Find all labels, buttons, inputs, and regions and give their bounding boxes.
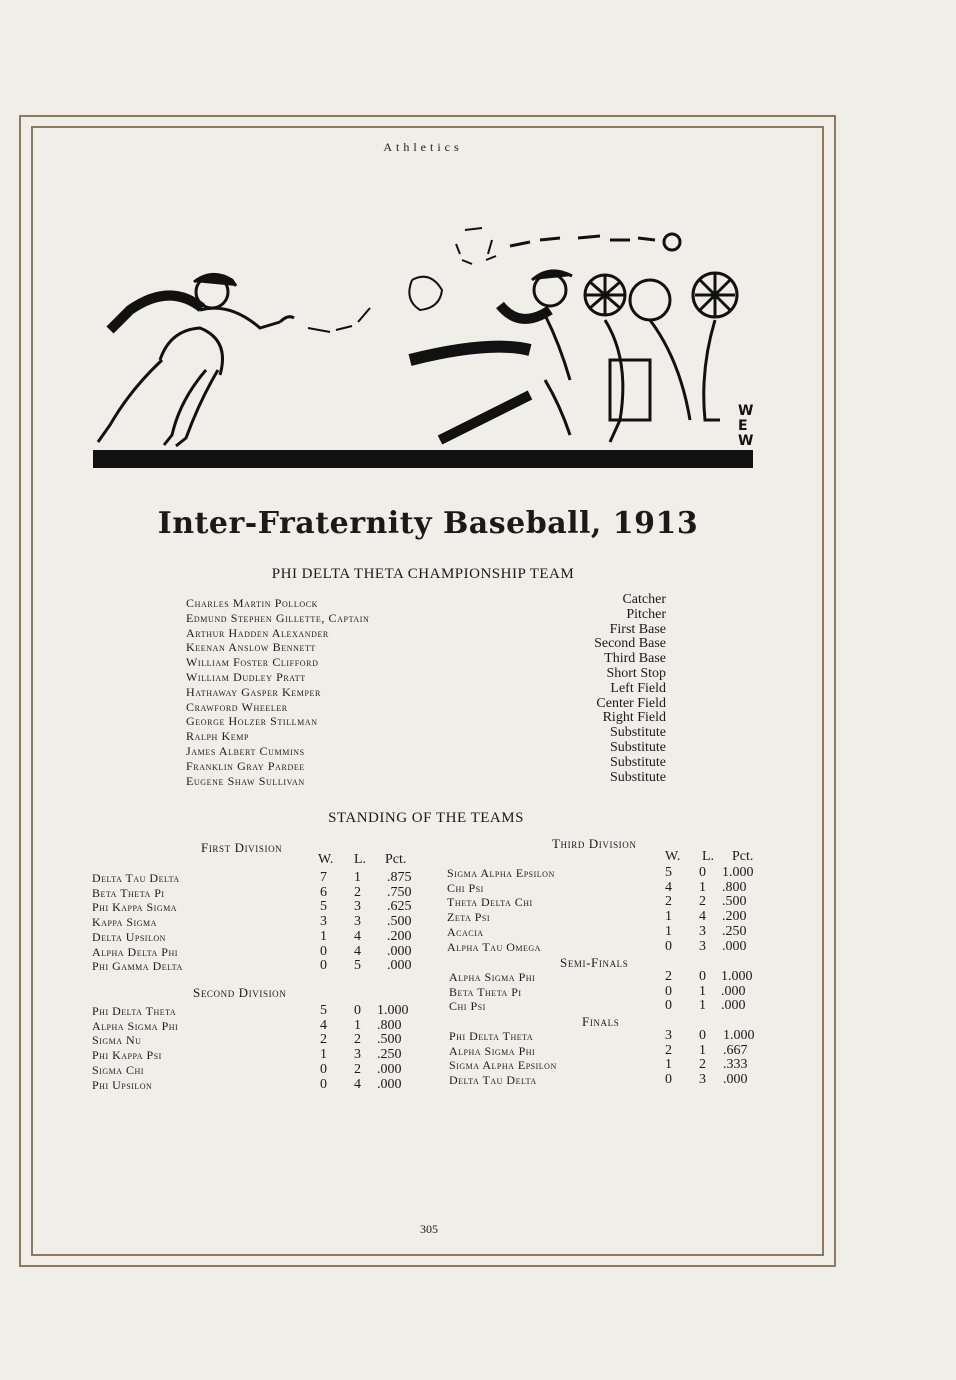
losses: 1 <box>699 1042 706 1058</box>
percentage: .667 <box>723 1042 748 1058</box>
losses: 2 <box>354 1032 361 1048</box>
player-name: Arthur Hadden Alexander <box>186 625 329 640</box>
team-name: Delta Tau Delta <box>449 1073 537 1088</box>
losses: 0 <box>699 865 706 880</box>
losses: 5 <box>354 958 361 974</box>
player-position: Second Base <box>594 636 666 652</box>
batter-figure <box>410 271 572 440</box>
player-position: Catcher <box>622 592 666 607</box>
player-name: James Albert Cummins <box>186 743 305 758</box>
percentage: .000 <box>721 983 746 999</box>
standing-row <box>92 959 427 974</box>
standing-row <box>449 970 761 985</box>
team-name: Beta Theta Pi <box>92 885 165 900</box>
wins: 5 <box>320 1003 327 1018</box>
player-name: Franklin Gray Pardee <box>186 758 305 773</box>
team-name: Acacia <box>447 924 484 939</box>
standing-row <box>92 945 427 960</box>
team-name: Phi Gamma Delta <box>92 959 183 974</box>
player-name: George Holzer Stillman <box>186 714 318 729</box>
losses: 3 <box>699 923 706 939</box>
percentage: 1.000 <box>723 1028 755 1043</box>
losses-header: L. <box>702 849 715 864</box>
wins: 2 <box>665 1042 672 1058</box>
losses: 1 <box>699 983 706 999</box>
baseball-cartoon-illustration <box>90 210 755 475</box>
percentage: 1.000 <box>721 969 753 984</box>
svg-text:W: W <box>738 433 754 449</box>
losses: 3 <box>354 1047 361 1063</box>
wins: 3 <box>665 1028 672 1043</box>
team-name: Zeta Psi <box>447 910 491 925</box>
player-position: Left Field <box>610 680 666 696</box>
percentage: .333 <box>723 1057 748 1073</box>
wins-header: W. <box>665 849 681 864</box>
standing-row <box>92 1048 417 1063</box>
losses: 0 <box>699 1028 706 1043</box>
losses: 4 <box>354 943 361 959</box>
percentage: .000 <box>377 1061 402 1077</box>
page-title: Inter-Fraternity Baseball, 1913 <box>157 506 699 541</box>
losses-header: L. <box>354 852 367 867</box>
wins: 0 <box>320 1061 327 1077</box>
losses: 0 <box>354 1003 361 1018</box>
roster-row <box>186 754 666 774</box>
first-division-heading: First Division <box>201 840 283 855</box>
roster-row <box>186 695 666 715</box>
percentage: .200 <box>387 928 412 944</box>
losses: 4 <box>699 909 706 925</box>
roster-row <box>186 710 666 729</box>
team-name: Phi Delta Theta <box>449 1029 534 1043</box>
player-position: Substitute <box>609 754 666 770</box>
standing-row <box>92 930 427 945</box>
standing-row <box>449 1058 763 1073</box>
wins: 5 <box>320 899 327 915</box>
losses: 4 <box>354 1076 361 1092</box>
percentage: .000 <box>722 938 747 954</box>
wins: 0 <box>320 958 327 974</box>
roster-row <box>186 636 666 655</box>
team-name: Delta Upsilon <box>92 929 166 944</box>
player-name: Crawford Wheeler <box>186 699 288 714</box>
artist-monogram <box>738 403 753 449</box>
losses: 3 <box>699 938 706 954</box>
player-name: Eugene Shaw Sullivan <box>186 773 305 788</box>
team-name: Phi Delta Theta <box>92 1004 177 1018</box>
standing-row <box>447 881 762 896</box>
percentage: .000 <box>723 1072 748 1088</box>
percentage: .750 <box>387 884 412 900</box>
team-name: Theta Delta Chi <box>447 895 533 910</box>
wins-header: W. <box>318 852 334 867</box>
player-position: First Base <box>609 621 666 637</box>
percentage: .250 <box>377 1047 402 1063</box>
wins: 4 <box>665 879 672 895</box>
wins: 0 <box>665 998 672 1014</box>
standing-row <box>447 910 762 925</box>
wins: 1 <box>665 923 672 939</box>
player-name: William Dudley Pratt <box>186 669 306 684</box>
wins: 1 <box>665 1057 672 1073</box>
percentage: .250 <box>722 923 747 939</box>
wins: 0 <box>665 938 672 954</box>
wins: 2 <box>665 894 672 910</box>
roster-row <box>186 665 666 685</box>
standing-row <box>92 1033 417 1048</box>
wins: 2 <box>320 1032 327 1048</box>
pct-header: Pct. <box>732 849 754 864</box>
standing-row <box>92 1019 417 1034</box>
percentage: .000 <box>721 998 746 1014</box>
losses: 1 <box>699 998 706 1014</box>
losses: 0 <box>699 969 706 984</box>
team-name: Sigma Alpha Epsilon <box>449 1058 557 1073</box>
wins: 6 <box>320 884 327 900</box>
losses: 3 <box>699 1072 706 1088</box>
standing-row <box>449 985 761 1000</box>
player-position: Substitute <box>609 769 666 785</box>
team-heading: PHI DELTA THETA CHAMPIONSHIP TEAM <box>271 566 575 582</box>
team-name: Beta Theta Pi <box>449 984 522 999</box>
running-head: Athletics <box>383 140 463 154</box>
player-position: Right Field <box>602 710 666 726</box>
team-name: Delta Tau Delta <box>92 871 180 885</box>
standing-row <box>92 886 427 901</box>
player-position: Substitute <box>609 739 666 755</box>
svg-text:W: W <box>738 403 754 419</box>
percentage: .000 <box>387 943 412 959</box>
standing-row <box>92 915 427 930</box>
umpire-figure <box>693 273 737 420</box>
percentage: .200 <box>722 909 747 925</box>
third-division-heading: Third Division <box>552 836 637 851</box>
roster-row <box>186 680 666 700</box>
team-name: Alpha Sigma Phi <box>449 1043 536 1058</box>
percentage: .500 <box>377 1032 402 1048</box>
standing-row <box>447 895 762 910</box>
player-name: Ralph Kemp <box>186 729 250 744</box>
wins: 7 <box>320 870 327 885</box>
player-position: Substitute <box>609 725 666 741</box>
team-name: Chi Psi <box>449 999 486 1014</box>
roster-list <box>186 592 666 788</box>
wins: 1 <box>320 928 327 944</box>
wins: 5 <box>665 865 672 880</box>
standing-row <box>92 1063 417 1078</box>
percentage: .625 <box>387 899 412 915</box>
standing-row <box>447 925 762 940</box>
standing-heading: STANDING OF THE TEAMS <box>328 810 524 826</box>
standing-row <box>449 1044 763 1059</box>
wins: 2 <box>665 969 672 984</box>
losses: 3 <box>354 899 361 915</box>
standing-row <box>447 866 762 881</box>
wins: 1 <box>320 1047 327 1063</box>
player-name: Hathaway Gasper Kemper <box>186 684 321 699</box>
losses: 4 <box>354 928 361 944</box>
percentage: .500 <box>387 914 412 930</box>
team-name: Phi Upsilon <box>92 1077 153 1092</box>
team-name: Alpha Sigma Phi <box>92 1018 179 1033</box>
svg-text:E: E <box>738 418 748 434</box>
pct-header: Pct. <box>385 852 407 867</box>
percentage: .875 <box>387 870 412 885</box>
roster-row <box>186 739 666 759</box>
losses: 2 <box>354 884 361 900</box>
standing-row <box>449 999 761 1014</box>
wins: 0 <box>665 1072 672 1088</box>
losses: 1 <box>354 870 361 885</box>
second-division-heading: Second Division <box>193 985 287 1000</box>
percentage: .000 <box>377 1076 402 1092</box>
percentage: 1.000 <box>722 865 754 880</box>
losses: 3 <box>354 914 361 930</box>
player-position: Third Base <box>604 651 666 667</box>
team-name: Sigma Chi <box>92 1062 144 1077</box>
wins: 0 <box>320 943 327 959</box>
standing-row <box>92 1078 417 1093</box>
wins: 4 <box>320 1017 327 1033</box>
team-name: Sigma Nu <box>92 1033 142 1048</box>
losses: 1 <box>354 1017 361 1033</box>
roster-row <box>186 606 666 626</box>
team-name: Chi Psi <box>447 880 484 895</box>
player-name: William Foster Clifford <box>186 655 319 670</box>
wins: 0 <box>320 1076 327 1092</box>
page-number: 305 <box>420 1222 438 1236</box>
player-position: Pitcher <box>626 606 666 622</box>
standing-row <box>449 1073 763 1088</box>
wins: 3 <box>320 914 327 930</box>
percentage: .500 <box>722 894 747 910</box>
roster-row <box>186 725 666 744</box>
wins: 0 <box>665 983 672 999</box>
roster-row <box>186 651 666 670</box>
team-name: Sigma Alpha Epsilon <box>447 866 555 880</box>
finals-heading: Finals <box>582 1014 620 1029</box>
wins: 1 <box>665 909 672 925</box>
standing-row <box>447 940 762 955</box>
player-position: Short Stop <box>606 665 666 681</box>
team-name: Kappa Sigma <box>92 915 157 930</box>
standing-row <box>92 1004 417 1019</box>
player-name: Charles Martin Pollock <box>186 596 319 610</box>
standing-row <box>92 900 427 915</box>
runner-figure <box>98 274 294 446</box>
losses: 2 <box>354 1061 361 1077</box>
percentage: .800 <box>377 1017 402 1033</box>
team-name: Alpha Sigma Phi <box>449 970 536 984</box>
team-name: Alpha Tau Omega <box>447 939 541 954</box>
player-position: Center Field <box>596 695 666 711</box>
percentage: .800 <box>722 879 747 895</box>
team-name: Phi Kappa Psi <box>92 1048 162 1063</box>
roster-row <box>186 592 666 611</box>
team-name: Phi Kappa Sigma <box>92 900 178 915</box>
losses: 2 <box>699 1057 706 1073</box>
player-name: Edmund Stephen Gillette, Captain <box>186 610 370 625</box>
player-name: Keenan Anslow Bennett <box>186 640 316 655</box>
percentage: 1.000 <box>377 1003 409 1018</box>
semi-finals-heading: Semi-Finals <box>560 955 629 970</box>
losses: 2 <box>699 894 706 910</box>
percentage: .000 <box>387 958 412 974</box>
standing-row <box>92 871 427 886</box>
roster-row <box>186 769 666 789</box>
catcher-figure <box>585 275 690 442</box>
team-name: Alpha Delta Phi <box>92 944 178 959</box>
standing-row <box>449 1029 763 1044</box>
losses: 1 <box>699 879 706 895</box>
